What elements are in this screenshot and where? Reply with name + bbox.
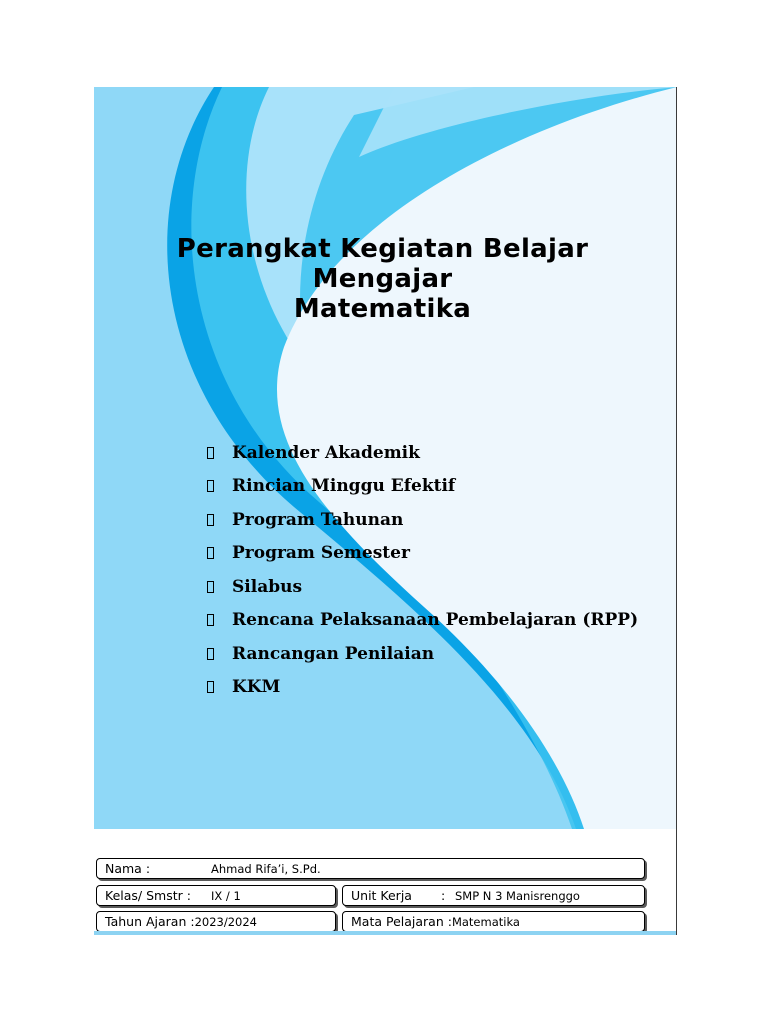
kelas-field <box>96 885 336 906</box>
bullet-icon <box>207 480 214 492</box>
list-item-label: Rencana Pelaksanaan Pembelajaran (RPP) <box>232 610 639 631</box>
tahun-ajaran-label: Tahun Ajaran : <box>105 914 195 929</box>
list-item <box>207 537 638 571</box>
identity-section <box>94 829 677 935</box>
list-item-label: Rincian Minggu Efektif <box>232 476 456 497</box>
tahun-ajaran-value: 2023/2024 <box>194 914 257 929</box>
list-item-label: Program Semester <box>232 543 410 564</box>
tahun-ajaran-field <box>96 911 336 932</box>
list-item <box>207 671 638 705</box>
list-item <box>207 570 638 604</box>
list-item <box>207 503 638 537</box>
bullet-icon <box>207 547 214 559</box>
bullet-icon <box>207 447 214 459</box>
unit-kerja-value: SMP N 3 Manisrenggo <box>455 888 580 903</box>
list-item-label: Silabus <box>232 576 303 597</box>
list-item-label: Program Tahunan <box>232 509 404 530</box>
unit-kerja-field <box>342 885 645 906</box>
bullet-icon <box>207 581 214 593</box>
title-line: Perangkat Kegiatan Belajar <box>176 234 589 264</box>
list-item <box>207 604 638 638</box>
mata-pelajaran-value: Matematika <box>451 914 520 929</box>
mata-pelajaran-field <box>342 911 645 932</box>
kelas-label: Kelas/ Smstr : <box>105 888 191 903</box>
list-item <box>207 637 638 671</box>
nama-label: Nama : <box>105 861 151 876</box>
list-item <box>207 470 638 504</box>
kelas-value: IX / 1 <box>211 888 241 903</box>
bullet-icon <box>207 648 214 660</box>
bottom-strip <box>94 931 677 935</box>
title-line: Matematika <box>293 294 472 324</box>
nama-value: Ahmad Rifa’i, S.Pd. <box>211 861 321 876</box>
title-line: Mengajar <box>312 264 453 294</box>
nama-field <box>96 858 645 879</box>
bullet-icon <box>207 681 214 693</box>
mata-pelajaran-label: Mata Pelajaran : <box>351 914 452 929</box>
unit-kerja-separator: : <box>441 888 446 903</box>
list-item-label: Kalender Akademik <box>232 442 420 463</box>
document-page <box>94 87 677 935</box>
bullet-icon <box>207 514 214 526</box>
list-item-label: KKM <box>232 677 281 698</box>
list-item-label: Rancangan Penilaian <box>232 643 435 664</box>
bullet-icon <box>207 614 214 626</box>
document-title <box>94 234 671 324</box>
unit-kerja-label: Unit Kerja <box>351 888 412 903</box>
contents-list <box>207 436 638 704</box>
list-item <box>207 436 638 470</box>
